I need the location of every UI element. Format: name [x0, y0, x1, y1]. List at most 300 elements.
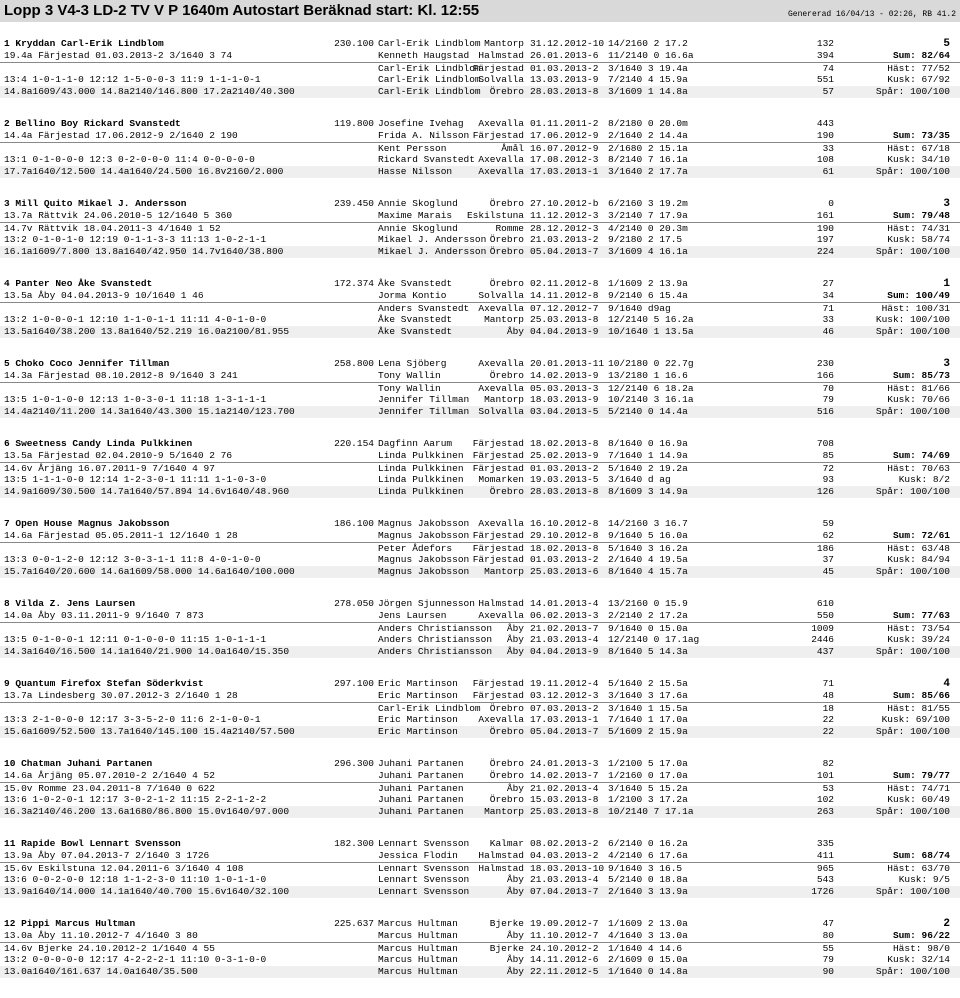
start-driver: Lennart Svensson	[378, 886, 470, 897]
start-odds: 74	[822, 63, 834, 74]
horse-stat: Sum: 74/69	[892, 450, 950, 461]
start-race: 3/1640 d ag	[608, 474, 671, 485]
horse-data-row	[0, 154, 960, 166]
horse-stat: Spår: 100/100	[875, 566, 950, 577]
start-driver: Juhani Partanen	[378, 794, 464, 805]
horse-data-row	[0, 782, 960, 794]
horse-data-row	[0, 62, 960, 74]
start-date: 17.03.2013-1	[530, 714, 599, 725]
start-race: 5/1640 2 19.2a	[608, 463, 688, 474]
start-race: 4/2140 6 17.6a	[608, 850, 688, 861]
start-track: Åby	[506, 634, 524, 645]
horse-record-line: 13:2 1-0-0-0-1 12:10 1-1-0-1-1 11:11 4-0-1-0-0	[4, 314, 267, 325]
horse-record-line: 15.0v Romme 23.04.2011-8 7/1640 0 622	[4, 783, 215, 794]
start-date: 18.02.2013-8	[530, 438, 599, 449]
start-race: 12/2140 6 18.2a	[608, 383, 694, 394]
horse-entry	[0, 918, 960, 998]
start-driver: Anders Christiansson	[378, 646, 493, 657]
start-odds: 93	[822, 474, 834, 485]
horse-title-row	[0, 198, 960, 210]
start-race: 5/2140 0 14.4a	[608, 406, 688, 417]
horse-data-row	[0, 738, 960, 750]
start-odds: 33	[822, 314, 834, 325]
horse-data-row	[0, 406, 960, 418]
horse-name: Sweetness Candy	[15, 438, 101, 449]
start-driver: Anders Svanstedt	[378, 303, 470, 314]
start-race: 14/2160 2 17.2	[608, 38, 688, 49]
start-driver: Eric Martinson	[378, 690, 458, 701]
start-track: Axevalla	[478, 383, 524, 394]
horse-record-line: 14.4a Färjestad 17.06.2012-9 2/1640 2 190	[4, 130, 238, 141]
horse-driver: Mikael J. Andersson	[78, 198, 187, 209]
start-date: 21.02.2013-7	[530, 623, 599, 634]
horse-stat: Sum: 79/77	[892, 770, 950, 781]
start-race: 3/1640 3 19.4a	[608, 63, 688, 74]
start-driver: Juhani Partanen	[378, 770, 464, 781]
horse-data-row	[0, 394, 960, 406]
start-odds: 1009	[811, 623, 834, 634]
horse-stat: Spår: 100/100	[875, 646, 950, 657]
start-driver: Hasse Nilsson	[378, 166, 453, 177]
start-odds: 411	[816, 850, 834, 861]
start-odds: 550	[816, 610, 834, 621]
start-odds: 62	[822, 530, 834, 541]
horse-data-row	[0, 130, 960, 142]
start-race: 1/2100 3 17.2a	[608, 794, 688, 805]
start-race: 14/2160 3 16.7	[608, 518, 688, 529]
horse-entry	[0, 118, 960, 198]
start-track: Halmstad	[478, 850, 524, 861]
horse-heading	[4, 598, 135, 610]
horse-driver: Jennifer Tillman	[78, 358, 170, 369]
horse-driver: Carl-Erik Lindblom	[61, 38, 164, 49]
horse-data-row	[0, 862, 960, 874]
horse-stat: Kusk: 100/100	[875, 314, 950, 325]
start-odds: 230	[816, 358, 834, 369]
start-odds: 166	[816, 370, 834, 381]
start-date: 11.10.2012-7	[530, 930, 599, 941]
start-race: 3/1609 4 16.1a	[608, 246, 688, 257]
horse-record-line: 13:6 1-0-2-0-1 12:17 3-0-2-1-2 11:15 2-2-1-2-2	[4, 794, 267, 805]
start-track: Axevalla	[478, 118, 524, 129]
start-odds: 965	[816, 863, 834, 874]
horse-data-row	[0, 258, 960, 270]
horse-data-row	[0, 770, 960, 782]
start-race: 4/2140 0 20.3m	[608, 223, 688, 234]
horse-record-line: 15.6v Eskilstuna 12.04.2011-6 3/1640 4 108	[4, 863, 244, 874]
horse-heading	[4, 38, 164, 50]
start-date: 01.03.2013-2	[530, 63, 599, 74]
horse-entry	[0, 198, 960, 278]
start-race: 2/1640 4 19.5a	[608, 554, 688, 565]
start-odds: 33	[822, 143, 834, 154]
start-odds: 46	[822, 326, 834, 337]
horse-data-row	[0, 634, 960, 646]
horse-rank: 1	[943, 278, 950, 290]
start-date: 01.03.2013-2	[530, 554, 599, 565]
start-track: Färjestad	[472, 63, 524, 74]
start-date: 25.03.2013-8	[530, 314, 599, 325]
start-track: Åmål	[501, 143, 524, 154]
start-driver: Åke Svanstedt	[378, 326, 453, 337]
horse-value: 225.637	[334, 918, 374, 929]
start-track: Åby	[506, 930, 524, 941]
horse-record-line: 13.9a Åby 07.04.2013-7 2/1640 3 1726	[4, 850, 210, 861]
horse-heading	[4, 278, 152, 290]
start-race: 2/1609 0 15.0a	[608, 954, 688, 965]
horse-rank: 5	[943, 38, 950, 50]
start-driver: Kenneth Haugstad	[378, 50, 470, 61]
start-track: Åby	[506, 874, 524, 885]
start-odds: 22	[822, 726, 834, 737]
start-track: Axevalla	[478, 610, 524, 621]
horse-stat: Häst: 81/66	[887, 383, 950, 394]
start-date: 17.06.2012-9	[530, 130, 599, 141]
horse-data-row	[0, 954, 960, 966]
start-odds: 126	[816, 486, 834, 497]
start-race: 9/1640 3 16.5	[608, 863, 683, 874]
horse-record-line: 13:3 2-1-0-0-0 12:17 3-3-5-2-0 11:6 2-1-0-0-1	[4, 714, 261, 725]
start-track: Färjestad	[472, 543, 524, 554]
horse-title-row	[0, 278, 960, 290]
start-odds: 543	[816, 874, 834, 885]
start-odds: 85	[822, 450, 834, 461]
horse-heading	[4, 918, 135, 930]
start-driver: Annie Skoglund	[378, 223, 458, 234]
horse-data-row	[0, 450, 960, 462]
horse-data-row	[0, 314, 960, 326]
start-date: 06.02.2013-3	[530, 610, 599, 621]
horse-data-row	[0, 486, 960, 498]
horse-driver: Rickard Svanstedt	[83, 118, 181, 129]
start-race: 5/1640 3 16.2a	[608, 543, 688, 554]
start-odds: 437	[816, 646, 834, 657]
horse-record-line: 13.0a Åby 11.10.2012-7 4/1640 3 80	[4, 930, 198, 941]
start-track: Färjestad	[472, 438, 524, 449]
start-track: Mantorp	[484, 566, 524, 577]
start-driver: Carl-Erik Lindblom	[378, 38, 481, 49]
horse-data-row	[0, 178, 960, 190]
start-date: 19.11.2012-4	[530, 678, 599, 689]
start-driver: Marcus Hultman	[378, 930, 458, 941]
horse-number: 2	[4, 118, 10, 129]
horse-stat: Kusk: 67/92	[887, 74, 950, 85]
start-odds: 161	[816, 210, 834, 221]
start-odds: 2446	[811, 634, 834, 645]
start-date: 18.02.2013-8	[530, 543, 599, 554]
start-driver: Juhani Partanen	[378, 783, 464, 794]
horse-name: Open House	[15, 518, 73, 529]
horse-title-row	[0, 758, 960, 770]
start-track: Halmstad	[478, 863, 524, 874]
start-driver: Peter Ådefors	[378, 543, 453, 554]
start-driver: Magnus Jakobsson	[378, 566, 470, 577]
horse-number: 11	[4, 838, 16, 849]
horse-stat: Sum: 68/74	[892, 850, 950, 861]
horse-name: Kryddan	[15, 38, 56, 49]
start-race: 9/1640 0 15.0a	[608, 623, 688, 634]
start-race: 6/2160 3 19.2m	[608, 198, 688, 209]
start-race: 2/2140 2 17.2a	[608, 610, 688, 621]
start-track: Örebro	[489, 758, 524, 769]
horse-record-line: 13.7a Lindesberg 30.07.2012-3 2/1640 1 28	[4, 690, 238, 701]
start-driver: Mikael J. Andersson	[378, 234, 487, 245]
horse-stat: Häst: 74/71	[887, 783, 950, 794]
horse-data-row	[0, 382, 960, 394]
horse-driver: Stefan Söderkvist	[106, 678, 204, 689]
start-odds: 37	[822, 554, 834, 565]
race-title: Lopp 3 V4-3 LD-2 TV V P 1640m Autostart Beräknad start: Kl. 12:55	[4, 2, 480, 19]
start-race: 1/2100 5 17.0a	[608, 758, 688, 769]
horse-data-row	[0, 566, 960, 578]
horse-record-line: 14.9a1609/30.500 14.7a1640/57.894 14.6v1640/48.960	[4, 486, 290, 497]
start-driver: Tony Wallin	[378, 370, 441, 381]
start-driver: Carl-Erik Lindblom	[378, 74, 481, 85]
horse-data-row	[0, 622, 960, 634]
start-driver: Anders Christiansson	[378, 634, 493, 645]
start-driver: Carl-Erik Lindblom	[378, 86, 481, 97]
start-odds: 190	[816, 130, 834, 141]
horse-title-row	[0, 438, 960, 450]
start-driver: Jens Laursen	[378, 610, 447, 621]
horse-record-line: 13:1 0-1-0-0-0 12:3 0-2-0-0-0 11:4 0-0-0-0-0	[4, 154, 255, 165]
start-track: Åby	[506, 886, 524, 897]
horse-data-row	[0, 302, 960, 314]
start-date: 21.03.2013-4	[530, 874, 599, 885]
start-driver: Juhani Partanen	[378, 806, 464, 817]
start-date: 14.02.2013-9	[530, 370, 599, 381]
horse-record-line: 13:5 0-1-0-0-1 12:11 0-1-0-0-0 11:15 1-0-1-1-1	[4, 634, 267, 645]
horse-heading	[4, 358, 169, 370]
start-date: 22.11.2012-5	[530, 966, 599, 977]
horse-stat: Häst: 63/70	[887, 863, 950, 874]
start-race: 5/1609 2 15.9a	[608, 726, 688, 737]
start-race: 4/1640 3 13.0a	[608, 930, 688, 941]
horse-record-line: 14.3a1640/16.500 14.1a1640/21.900 14.0a1640/15.350	[4, 646, 290, 657]
horse-data-row	[0, 234, 960, 246]
start-track: Mantorp	[484, 314, 524, 325]
horse-stat: Spår: 100/100	[875, 806, 950, 817]
start-date: 21.02.2013-4	[530, 783, 599, 794]
horse-name: Rapide Bowl	[21, 838, 84, 849]
start-race: 8/1640 4 15.7a	[608, 566, 688, 577]
start-track: Örebro	[489, 726, 524, 737]
horse-entry	[0, 518, 960, 598]
horse-stat: Kusk: 9/5	[898, 874, 950, 885]
horse-data-row	[0, 898, 960, 910]
start-track: Färjestad	[472, 554, 524, 565]
start-date: 08.02.2013-2	[530, 838, 599, 849]
horse-entry	[0, 438, 960, 518]
start-race: 10/1640 1 13.5a	[608, 326, 694, 337]
horse-stat: Spår: 100/100	[875, 246, 950, 257]
horse-record-line: 13:3 0-0-1-2-0 12:12 3-0-3-1-1 11:8 4-0-1-0-0	[4, 554, 261, 565]
start-odds: 71	[822, 303, 834, 314]
horse-data-row	[0, 222, 960, 234]
horse-stat: Kusk: 58/74	[887, 234, 950, 245]
start-race: 8/2140 7 16.1a	[608, 154, 688, 165]
horse-record-line: 14.6v Årjäng 16.07.2011-9 7/1640 4 97	[4, 463, 215, 474]
start-track: Solvalla	[478, 290, 524, 301]
horse-stat: Kusk: 84/94	[887, 554, 950, 565]
horse-driver: Magnus Jakobsson	[78, 518, 170, 529]
start-odds: 516	[816, 406, 834, 417]
start-odds: 45	[822, 566, 834, 577]
horse-rank: 2	[943, 918, 950, 930]
horse-number: 1	[4, 38, 10, 49]
start-odds: 551	[816, 74, 834, 85]
start-date: 05.04.2013-7	[530, 246, 599, 257]
start-date: 05.03.2013-3	[530, 383, 599, 394]
start-track: Halmstad	[478, 598, 524, 609]
horse-number: 12	[4, 918, 16, 929]
start-track: Örebro	[489, 246, 524, 257]
horse-value: 119.800	[334, 118, 374, 129]
horse-stat: Häst: 73/54	[887, 623, 950, 634]
start-odds: 53	[822, 783, 834, 794]
start-odds: 48	[822, 690, 834, 701]
start-track: Färjestad	[472, 678, 524, 689]
horse-stat: Kusk: 69/100	[881, 714, 950, 725]
horse-stat: Häst: 77/52	[887, 63, 950, 74]
horse-stat: Sum: 85/66	[892, 690, 950, 701]
horse-data-row	[0, 886, 960, 898]
start-race: 6/2140 0 16.2a	[608, 838, 688, 849]
horse-driver: Jens Laursen	[66, 598, 136, 609]
start-race: 9/1640 d9ag	[608, 303, 671, 314]
horse-stat: Kusk: 34/10	[887, 154, 950, 165]
start-driver: Marcus Hultman	[378, 918, 458, 929]
start-driver: Kent Persson	[378, 143, 447, 154]
start-race: 10/2180 0 22.7g	[608, 358, 694, 369]
horse-record-line: 13:2 0-1-0-1-0 12:19 0-1-1-3-3 11:13 1-0-2-1-1	[4, 234, 267, 245]
horse-data-row	[0, 338, 960, 350]
horse-data-row	[0, 714, 960, 726]
start-track: Åby	[506, 966, 524, 977]
start-track: Åby	[506, 326, 524, 337]
start-race: 3/1640 1 15.5a	[608, 703, 688, 714]
horse-stat: Spår: 100/100	[875, 406, 950, 417]
start-driver: Linda Pulkkinen	[378, 450, 464, 461]
horse-value: 278.050	[334, 598, 374, 609]
start-date: 05.04.2013-7	[530, 726, 599, 737]
horse-data-row	[0, 86, 960, 98]
horse-data-row	[0, 74, 960, 86]
horse-data-row	[0, 806, 960, 818]
horse-record-line: 19.4a Färjestad 01.03.2013-2 3/1640 3 74	[4, 50, 233, 61]
horse-record-line: 13.5a1640/38.200 13.8a1640/52.219 16.0a2100/81.955	[4, 326, 290, 337]
horse-record-line: 13:2 0-0-0-0-0 12:17 4-2-2-2-1 11:10 0-3-1-0-0	[4, 954, 267, 965]
horse-list	[0, 38, 960, 998]
start-date: 14.11.2012-6	[530, 954, 599, 965]
horse-driver: Åke Svanstedt	[78, 278, 153, 289]
start-date: 19.03.2013-5	[530, 474, 599, 485]
start-date: 07.03.2013-2	[530, 703, 599, 714]
start-driver: Lennart Svensson	[378, 838, 470, 849]
start-track: Örebro	[489, 86, 524, 97]
horse-title-row	[0, 518, 960, 530]
start-race: 9/2180 2 17.5	[608, 234, 683, 245]
start-race: 2/1680 2 15.1a	[608, 143, 688, 154]
start-odds: 34	[822, 290, 834, 301]
horse-data-row	[0, 418, 960, 430]
horse-data-row	[0, 166, 960, 178]
horse-data-row	[0, 530, 960, 542]
start-odds: 59	[822, 518, 834, 529]
start-track: Axevalla	[478, 303, 524, 314]
start-odds: 101	[816, 770, 834, 781]
horse-name: Panter Neo	[15, 278, 73, 289]
start-race: 1/1609 2 13.0a	[608, 918, 688, 929]
start-date: 29.10.2012-8	[530, 530, 599, 541]
start-track: Örebro	[489, 770, 524, 781]
horse-data-row	[0, 554, 960, 566]
start-track: Örebro	[489, 198, 524, 209]
horse-stat: Sum: 79/48	[892, 210, 950, 221]
start-odds: 335	[816, 838, 834, 849]
start-date: 24.01.2013-3	[530, 758, 599, 769]
start-driver: Marcus Hultman	[378, 943, 458, 954]
horse-record-line: 13.5a Färjestad 02.04.2010-9 5/1640 2 76	[4, 450, 233, 461]
horse-title-row	[0, 358, 960, 370]
horse-stat: Kusk: 32/14	[887, 954, 950, 965]
horse-driver: Lennart Svensson	[89, 838, 181, 849]
start-track: Axevalla	[478, 518, 524, 529]
horse-stat: Sum: 77/63	[892, 610, 950, 621]
horse-name: Choko Coco	[15, 358, 73, 369]
horse-data-row	[0, 542, 960, 554]
horse-stat: Spår: 100/100	[875, 86, 950, 97]
start-odds: 22	[822, 714, 834, 725]
horse-number: 10	[4, 758, 16, 769]
horse-stat: Spår: 100/100	[875, 726, 950, 737]
start-driver: Jessica Flodin	[378, 850, 458, 861]
start-track: Örebro	[489, 794, 524, 805]
horse-entry	[0, 678, 960, 758]
horse-data-row	[0, 98, 960, 110]
start-race: 10/2140 3 16.1a	[608, 394, 694, 405]
start-driver: Rickard Svanstedt	[378, 154, 475, 165]
horse-stat: Spår: 100/100	[875, 886, 950, 897]
start-date: 27.10.2012-b	[530, 198, 599, 209]
start-track: Solvalla	[478, 406, 524, 417]
start-date: 07.12.2012-7	[530, 303, 599, 314]
horse-value: 182.300	[334, 838, 374, 849]
start-odds: 61	[822, 166, 834, 177]
start-date: 25.03.2013-8	[530, 806, 599, 817]
start-driver: Magnus Jakobsson	[378, 518, 470, 529]
horse-title-row	[0, 838, 960, 850]
horse-data-row	[0, 246, 960, 258]
start-track: Bjerke	[489, 918, 524, 929]
horse-record-line: 14.0a Åby 03.11.2011-9 9/1640 7 873	[4, 610, 204, 621]
start-odds: 132	[816, 38, 834, 49]
horse-record-line: 14.7v Rättvik 18.04.2011-3 4/1640 1 52	[4, 223, 221, 234]
horse-value: 297.100	[334, 678, 374, 689]
start-race: 5/1640 2 15.5a	[608, 678, 688, 689]
horse-name: Quantum Firefox	[15, 678, 101, 689]
start-odds: 72	[822, 463, 834, 474]
horse-heading	[4, 678, 204, 690]
horse-heading	[4, 758, 152, 770]
start-date: 28.03.2013-8	[530, 86, 599, 97]
horse-rank: 4	[943, 678, 950, 690]
start-odds: 263	[816, 806, 834, 817]
start-race: 1/1609 2 13.9a	[608, 278, 688, 289]
horse-stat: Sum: 73/35	[892, 130, 950, 141]
horse-title-row	[0, 118, 960, 130]
horse-stat: Häst: 70/63	[887, 463, 950, 474]
